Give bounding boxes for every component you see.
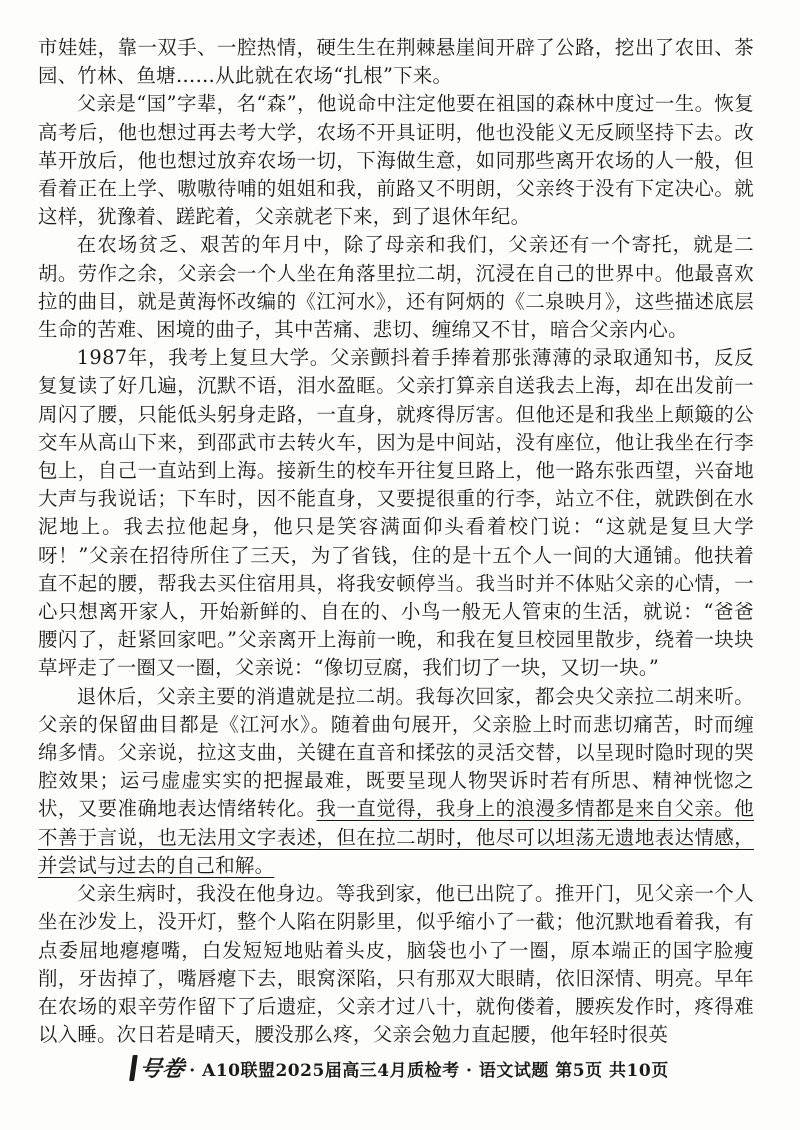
paragraph-1: 市娃娃，靠一双手、一腔热情，硬生生在荆棘悬崖间开辟了公路，挖出了农田、茶园、竹林、鱼塘……从此就在农场“扎根”下来。	[38, 36, 754, 88]
paragraph-5-text: 退休后，父亲主要的消遣就是拉二胡。我每次回家，都会央父亲拉二胡来听。父亲的保留曲目都是《江河水》。随着曲句展开，父亲脸上时而悲切痛苦，时而缠绵多情。父亲说，拉这支曲，关键在直音和揉弦的灵活交替，以呈现时隐时现的哭腔效果；运弓虚虚实实的把握最难，既要呈现人物哭诉时若有所思、精神恍惚之状，又要准确地表达情绪转化。	[38, 684, 754, 821]
paragraph-6: 父亲生病时，我没在他身边。等我到家，他已出院了。推开门，见父亲一个人坐在沙发上，没开灯，整个人陷在阴影里，似乎缩小了一截；他沉默地看着我，有点委屈地瘪瘪嘴，白发短短地贴着头皮，脑袋也小了一圈，原本端正的国字脸瘦削，牙齿掉了，嘴唇瘪下去，眼窝深陷，只有那双大眼睛，依旧深情、明亮。早年在农场的艰辛劳作留下了后遗症，父亲才过八十，就佝偻着，腰疾发作时，疼得难以入睡。次日若是晴天，腰没那么疼，父亲会勉力直起腰，他年轻时很英	[38, 882, 754, 1047]
paragraph-3: 在农场贫乏、艰苦的年月中，除了母亲和我们，父亲还有一个寄托，就是二胡。劳作之余，父亲会一个人坐在角落里拉二胡，沉浸在自己的世界中。他最喜欢拉的曲目，就是黄海怀改编的《江河水》，还有阿炳的《二泉映月》，这些描述底层生命的苦难、困境的曲子，其中苦痛、悲切、缠绵又不甘，暗合父亲内心。	[38, 233, 754, 342]
paragraph-2: 父亲是“国”字辈，名“森”，他说命中注定他要在祖国的森林中度过一生。恢复高考后，他也想过再去考大学，农场不开具证明，他也没能义无反顾坚持下去。改革开放后，他也想过放弃农场一切，下海做生意，如同那些离开农场的人一般，但看着正在上学、嗷嗷待哺的姐姐和我，前路又不明朗，父亲终于没有下定决心。就这样，犹豫着、蹉跎着，父亲就老下来，到了退休年纪。	[38, 92, 754, 229]
page-footer	[0, 1052, 800, 1083]
brand-logo	[129, 1052, 187, 1083]
article-body	[38, 34, 754, 1049]
underlined-sentence: 我一直觉得，我身上的浪漫多情都是来自父亲。他不善于言说，也无法用文字表述，但在拉二胡时，他尽可以坦荡无遗地表达情感，并尝试与过去的自己和解。	[38, 797, 754, 877]
brand-bar-icon	[129, 1055, 138, 1081]
brand-name: 号卷	[138, 1056, 187, 1082]
footer-text: · A10联盟2025届高三4月质检考 · 语文试题 第5页 共10页	[189, 1061, 669, 1081]
paragraph-4: 1987年，我考上复旦大学。父亲颤抖着手捧着那张薄薄的录取通知书，反反复复读了好几遍，沉默不语，泪水盈眶。父亲打算亲自送我去上海，却在出发前一周闪了腰，只能低头躬身走路，一直身，就疼得厉害。但他还是和我坐上颠簸的公交车从高山下来，到邵武市去转火车，因为是中间站，没有座位，他让我坐在行李包上，自己一直站到上海。接新生的校车开往复旦路上，他一路东张西望，兴奋地大声与我说话；下车时，因不能直身，又要提很重的行李，站立不住，就跌倒在水泥地上。我去拉他起身，他只是笑容满面仰头看着校门说：“这就是复旦大学呀！”父亲在招待所住了三天，为了省钱，住的是十五个人一间的大通铺。他扶着直不起的腰，帮我去买住宿用具，将我安顿停当。我当时并不体贴父亲的心情，一心只想离开家人，开始新鲜的、自在的、小鸟一般无人管束的生活，就说：“爸爸腰闪了，赶紧回家吧。”父亲离开上海前一晚，和我在复旦校园里散步，绕着一块块草坪走了一圈又一圈，父亲说：“像切豆腐，我们切了一块，又切一块。”	[38, 346, 754, 680]
paragraph-5	[38, 683, 754, 880]
